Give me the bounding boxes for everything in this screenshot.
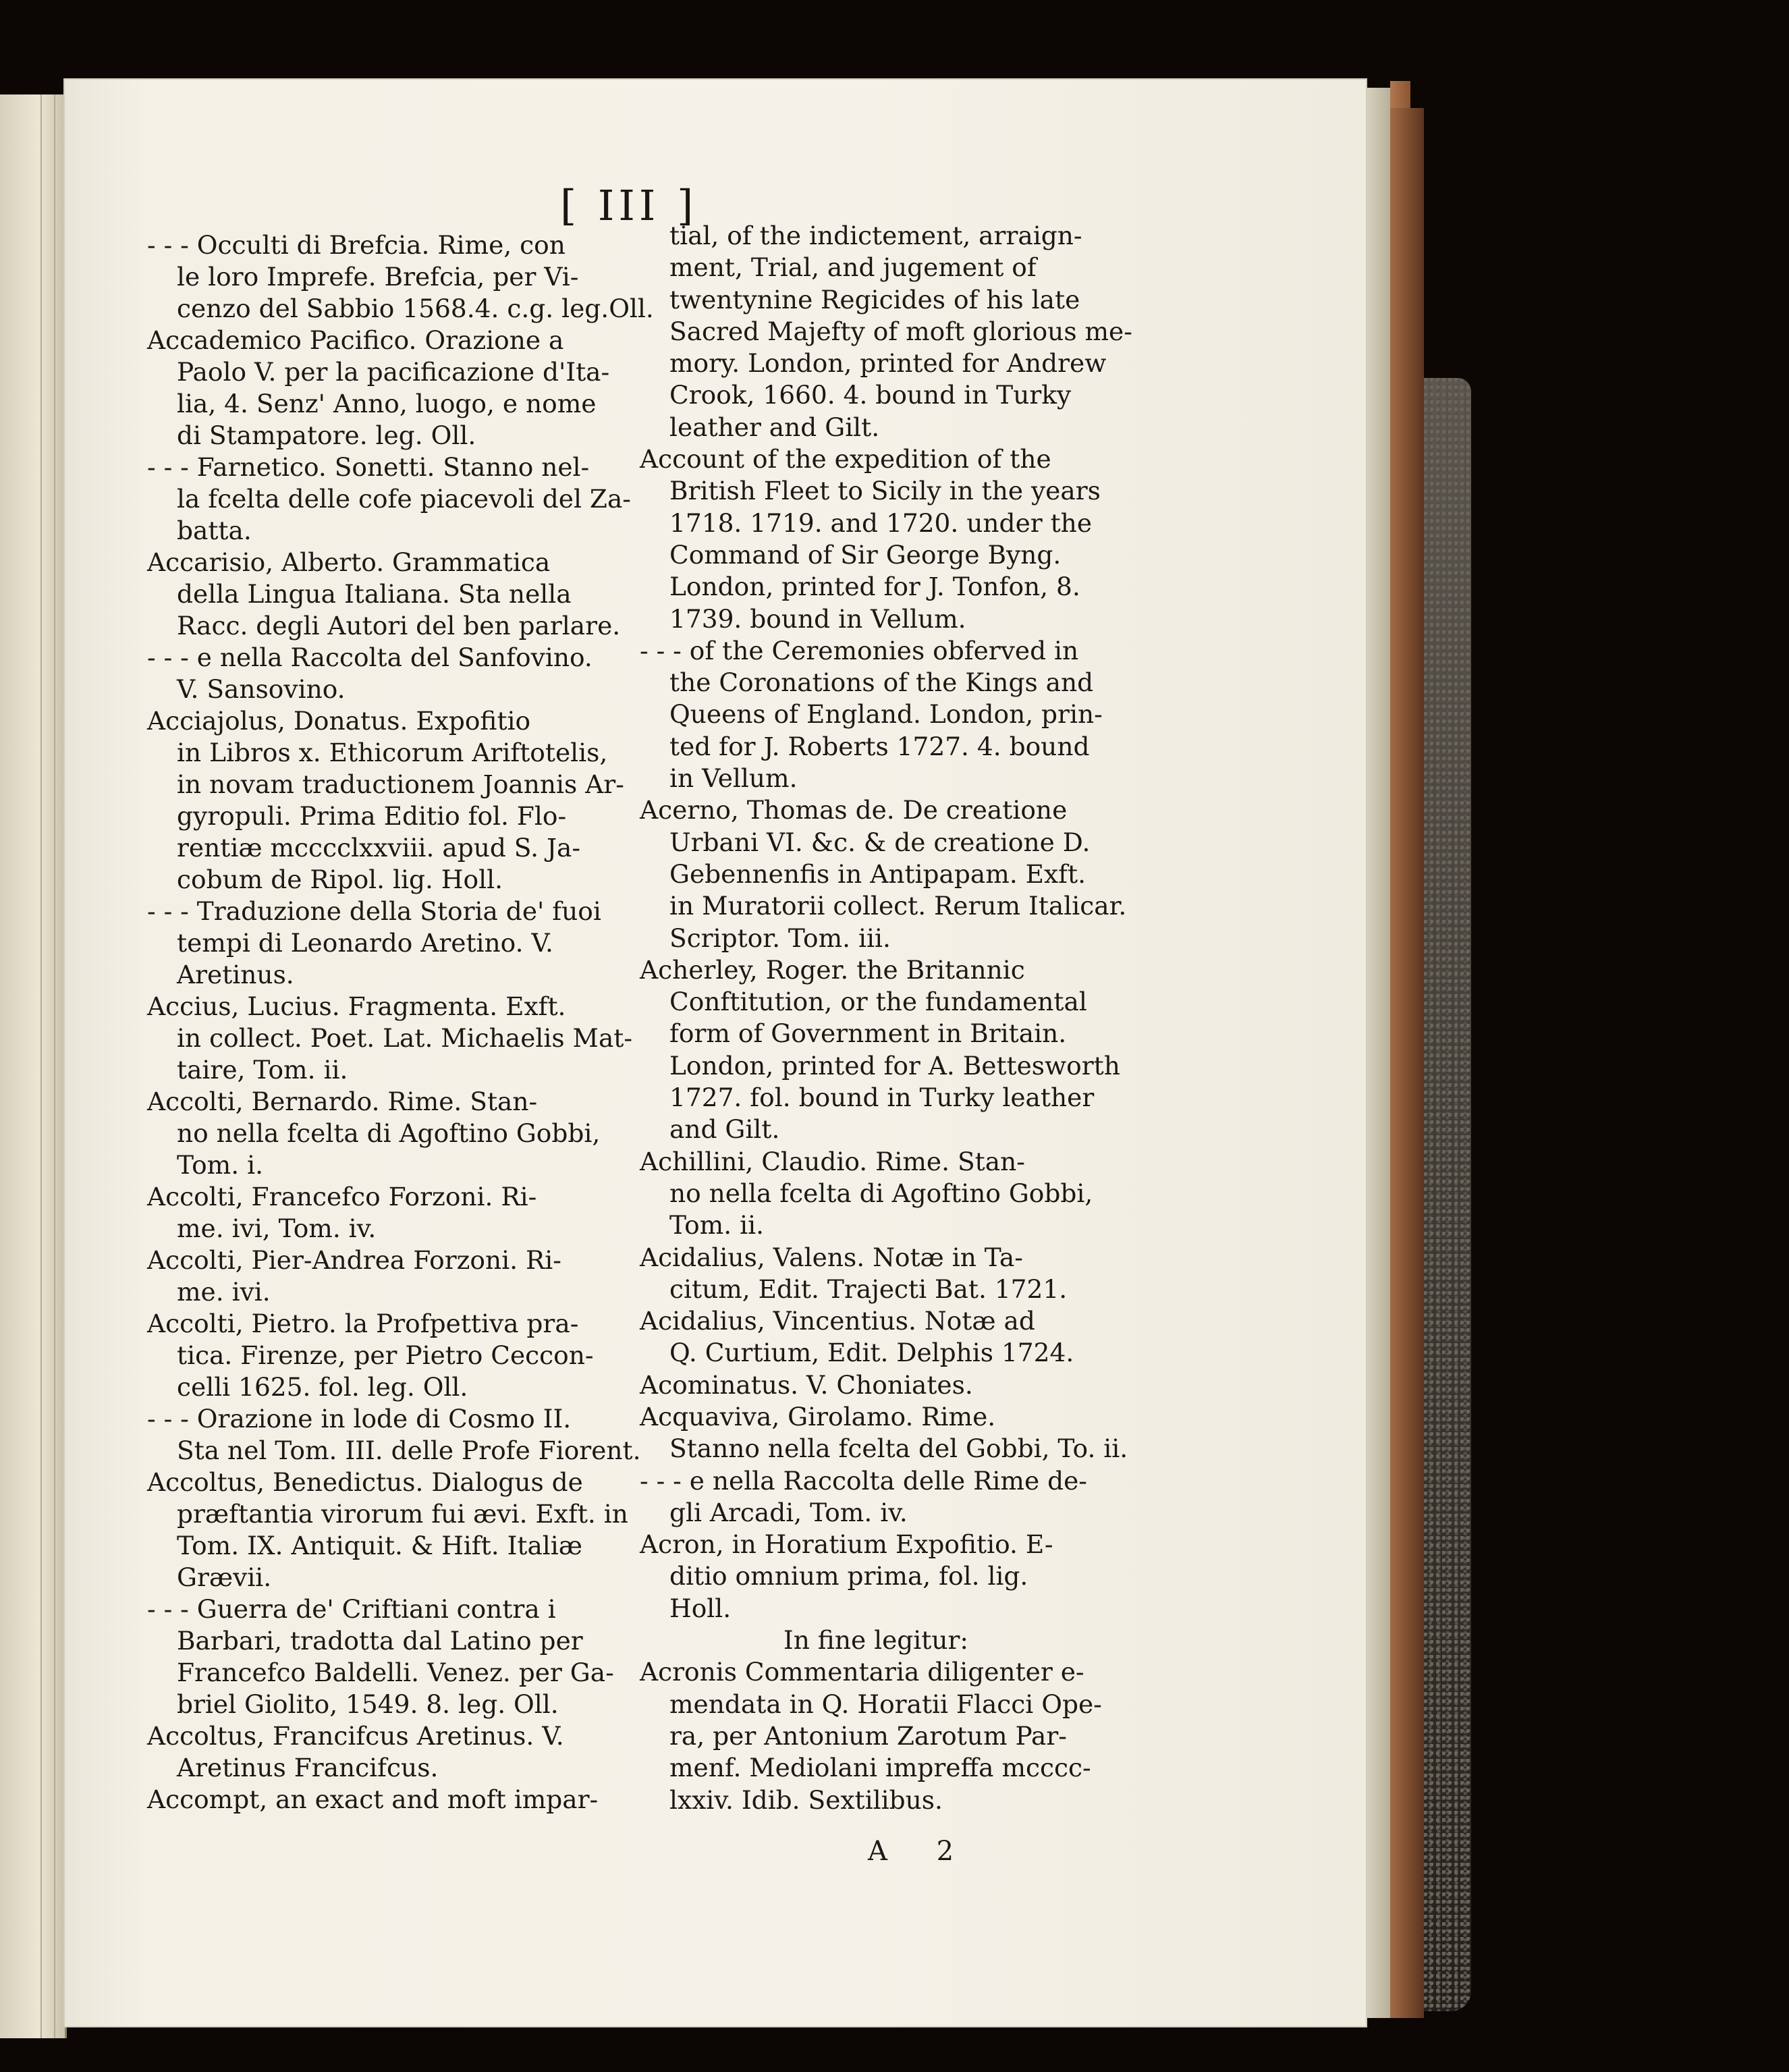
entry-line: the Coronations of the Kings and: [669, 667, 1094, 698]
right-column: [640, 220, 1132, 1816]
entry-line: le loro Imprefe. Brefcia, per Vi-: [177, 262, 579, 292]
entry-line: Racc. degli Autori del ben parlare.: [177, 611, 621, 640]
entry-line: Stanno nella fcelta del Gobbi, To. ii.: [669, 1434, 1128, 1464]
entry-line: Gebennenfis in Antipapam. Exft.: [669, 858, 1086, 889]
entry-line: 1718. 1719. and 1720. under the: [669, 508, 1093, 538]
entry-line: Acciajolus, Donatus. Expofitio: [147, 706, 531, 736]
page-number: [ III ]: [560, 181, 698, 230]
entry-line: ditio omnium prima, fol. lig.: [669, 1561, 1028, 1591]
entry-line: - - - of the Ceremonies obferved in: [640, 635, 1079, 665]
page-edge-line: [54, 94, 55, 2038]
entry-line: Aretinus Francifcus.: [177, 1753, 439, 1782]
entry-line: leather and Gilt.: [669, 412, 880, 442]
entry-line: Accolti, Pietro. la Profpettiva pra-: [147, 1309, 579, 1338]
entry-line: Francefco Baldelli. Venez. per Ga-: [177, 1658, 614, 1687]
entry-line: Tom. IX. Antiquit. & Hift. Italiæ: [177, 1531, 583, 1560]
page-edge-line: [40, 94, 42, 2038]
entry-line: form of Government in Britain.: [669, 1018, 1067, 1049]
entry-line: - - - Orazione in lode di Cosmo II.: [147, 1404, 572, 1434]
entry-line: - - - Occulti di Brefcia. Rime, con: [147, 230, 566, 260]
page-stack-edge: [1366, 88, 1390, 2018]
entry-line: Urbani VI. &c. & de creatione D.: [669, 827, 1091, 857]
entry-line: - - - e nella Raccolta del Sanfovino.: [147, 643, 593, 672]
book-cover-edge: [1390, 108, 1424, 2018]
entry-line: tial, of the indictement, arraign-: [669, 221, 1082, 250]
entry-line: in Libros x. Ethicorum Ariftotelis,: [177, 738, 608, 767]
entry-line: 1727. fol. bound in Turky leather: [669, 1083, 1095, 1113]
entry-line: Acherley, Roger. the Britannic: [640, 954, 1025, 985]
entry-line: - - - Farnetico. Sonetti. Stanno nel-: [147, 452, 590, 482]
entry-line: Accolti, Francefco Forzoni. Ri-: [147, 1182, 537, 1211]
entry-line: Command of Sir George Byng.: [669, 539, 1062, 570]
entry-line: Sta nel Tom. III. delle Profe Fiorent.: [177, 1436, 641, 1465]
entry-line: British Fleet to Sicily in the years: [669, 476, 1101, 506]
entry-line: ted for J. Roberts 1727. 4. bound: [669, 731, 1090, 761]
entry-line: ra, per Antonium Zarotum Par-: [669, 1720, 1067, 1751]
entry-line: Acquaviva, Girolamo. Rime.: [640, 1401, 996, 1432]
marbled-endpaper: [1424, 378, 1471, 2011]
entry-line: 1739. bound in Vellum.: [669, 603, 966, 634]
entry-line: tica. Firenze, per Pietro Ceccon-: [177, 1340, 594, 1370]
entry-line: lxxiv. Idib. Sextilibus.: [669, 1784, 943, 1815]
entry-line: lia, 4. Senz' Anno, luogo, e nome: [177, 389, 597, 418]
entry-line: in Vellum.: [669, 763, 798, 794]
entry-line: citum, Edit. Trajecti Bat. 1721.: [669, 1274, 1068, 1304]
entry-line: celli 1625. fol. leg. Oll.: [177, 1372, 468, 1402]
entry-line: Q. Curtium, Edit. Delphis 1724.: [669, 1338, 1074, 1368]
entry-line: tempi di Leonardo Aretino. V.: [177, 928, 553, 958]
entry-line: di Stampatore. leg. Oll.: [177, 420, 476, 450]
entry-line: Account of the expedition of the: [640, 444, 1051, 474]
entry-line: in novam traductionem Joannis Ar-: [177, 769, 624, 799]
entry-line: Acron, in Horatium Expofitio. E-: [640, 1529, 1053, 1560]
entry-line: Tom. ii.: [669, 1210, 764, 1241]
entry-line: Holl.: [669, 1593, 732, 1623]
entry-line: Grævii.: [177, 1562, 272, 1592]
entry-line: della Lingua Italiana. Sta nella: [177, 579, 572, 609]
entry-line: la fcelta delle cofe piacevoli del Za-: [177, 484, 631, 514]
entry-line: in Muratorii collect. Rerum Italicar.: [669, 891, 1127, 921]
entry-line: Accoltus, Benedictus. Dialogus de: [147, 1467, 583, 1497]
entry-line: gyropuli. Prima Editio fol. Flo-: [177, 801, 567, 831]
entry-line: Paolo V. per la pacificazione d'Ita-: [177, 357, 610, 387]
entry-line: Barbari, tradotta dal Latino per: [177, 1626, 583, 1656]
entry-line: In fine legitur:: [783, 1625, 969, 1656]
entry-line: no nella fcelta di Agoftino Gobbi,: [177, 1118, 601, 1148]
entry-line: Accarisio, Alberto. Grammatica: [147, 547, 551, 577]
entry-line: in collect. Poet. Lat. Michaelis Mat-: [177, 1023, 633, 1053]
entry-line: Crook, 1660. 4. bound in Turky: [669, 380, 1072, 410]
entry-line: Acronis Commentaria diligenter e-: [640, 1657, 1084, 1687]
entry-line: Acidalius, Valens. Notæ in Ta-: [640, 1242, 1023, 1272]
entry-line: no nella fcelta di Agoftino Gobbi,: [669, 1178, 1093, 1208]
entry-line: Accompt, an exact and moft impar-: [147, 1784, 599, 1814]
entry-line: - - - Guerra de' Criftiani contra i: [147, 1594, 556, 1624]
entry-line: mory. London, printed for Andrew: [669, 348, 1107, 379]
entry-line: Accius, Lucius. Fragmenta. Exft.: [147, 991, 566, 1021]
entry-line: Achillini, Claudio. Rime. Stan-: [640, 1146, 1025, 1176]
entry-line: - - - e nella Raccolta delle Rime de-: [640, 1465, 1087, 1496]
signature-mark: A 2: [868, 1836, 974, 1867]
entry-line: præftantia virorum fui ævi. Exft. in: [177, 1499, 628, 1529]
entry-line: mendata in Q. Horatii Flacci Ope-: [669, 1689, 1102, 1719]
entry-line: Aretinus.: [177, 960, 294, 989]
entry-line: Acerno, Thomas de. De creatione: [640, 795, 1068, 825]
entry-line: Accoltus, Francifcus Aretinus. V.: [147, 1721, 564, 1751]
entry-line: Acominatus. V. Choniates.: [640, 1369, 973, 1400]
entry-line: ment, Trial, and jugement of: [669, 252, 1037, 283]
entry-line: me. ivi.: [177, 1277, 271, 1307]
entry-line: Accolti, Pier-Andrea Forzoni. Ri-: [147, 1245, 561, 1275]
entry-line: London, printed for A. Bettesworth: [669, 1050, 1120, 1081]
entry-line: me. ivi, Tom. iv.: [177, 1214, 377, 1243]
facing-page-edge: [0, 94, 67, 2038]
entry-line: gli Arcadi, Tom. iv.: [669, 1497, 908, 1527]
entry-line: cobum de Ripol. lig. Holl.: [177, 865, 503, 894]
entry-line: Accolti, Bernardo. Rime. Stan-: [147, 1087, 538, 1116]
entry-line: briel Giolito, 1549. 8. leg. Oll.: [177, 1689, 559, 1719]
entry-line: Scriptor. Tom. iii.: [669, 923, 891, 953]
entry-line: cenzo del Sabbio 1568.4. c.g. leg.Oll.: [177, 294, 654, 323]
entry-line: V. Sansovino.: [177, 674, 346, 704]
entry-line: menf. Mediolani impreffa mcccc-: [669, 1753, 1091, 1783]
entry-line: rentiæ mcccclxxviii. apud S. Ja-: [177, 833, 581, 863]
entry-line: Accademico Pacifico. Orazione a: [147, 325, 564, 355]
entry-line: taire, Tom. ii.: [177, 1055, 348, 1085]
left-column: [147, 229, 654, 1816]
entry-line: twentynine Regicides of his late: [669, 284, 1080, 315]
entry-line: London, printed for J. Tonfon, 8.: [669, 572, 1080, 602]
entry-line: Acidalius, Vincentius. Notæ ad: [640, 1306, 1035, 1336]
entry-line: batta.: [177, 516, 252, 545]
entry-line: Queens of England. London, prin-: [669, 699, 1103, 730]
entry-line: - - - Traduzione della Storia de' fuoi: [147, 896, 601, 926]
entry-line: and Gilt.: [669, 1114, 780, 1145]
entry-line: Conftitution, or the fundamental: [669, 987, 1087, 1017]
entry-line: Tom. i.: [177, 1150, 263, 1180]
entry-line: Sacred Majefty of moft glorious me-: [669, 316, 1132, 346]
